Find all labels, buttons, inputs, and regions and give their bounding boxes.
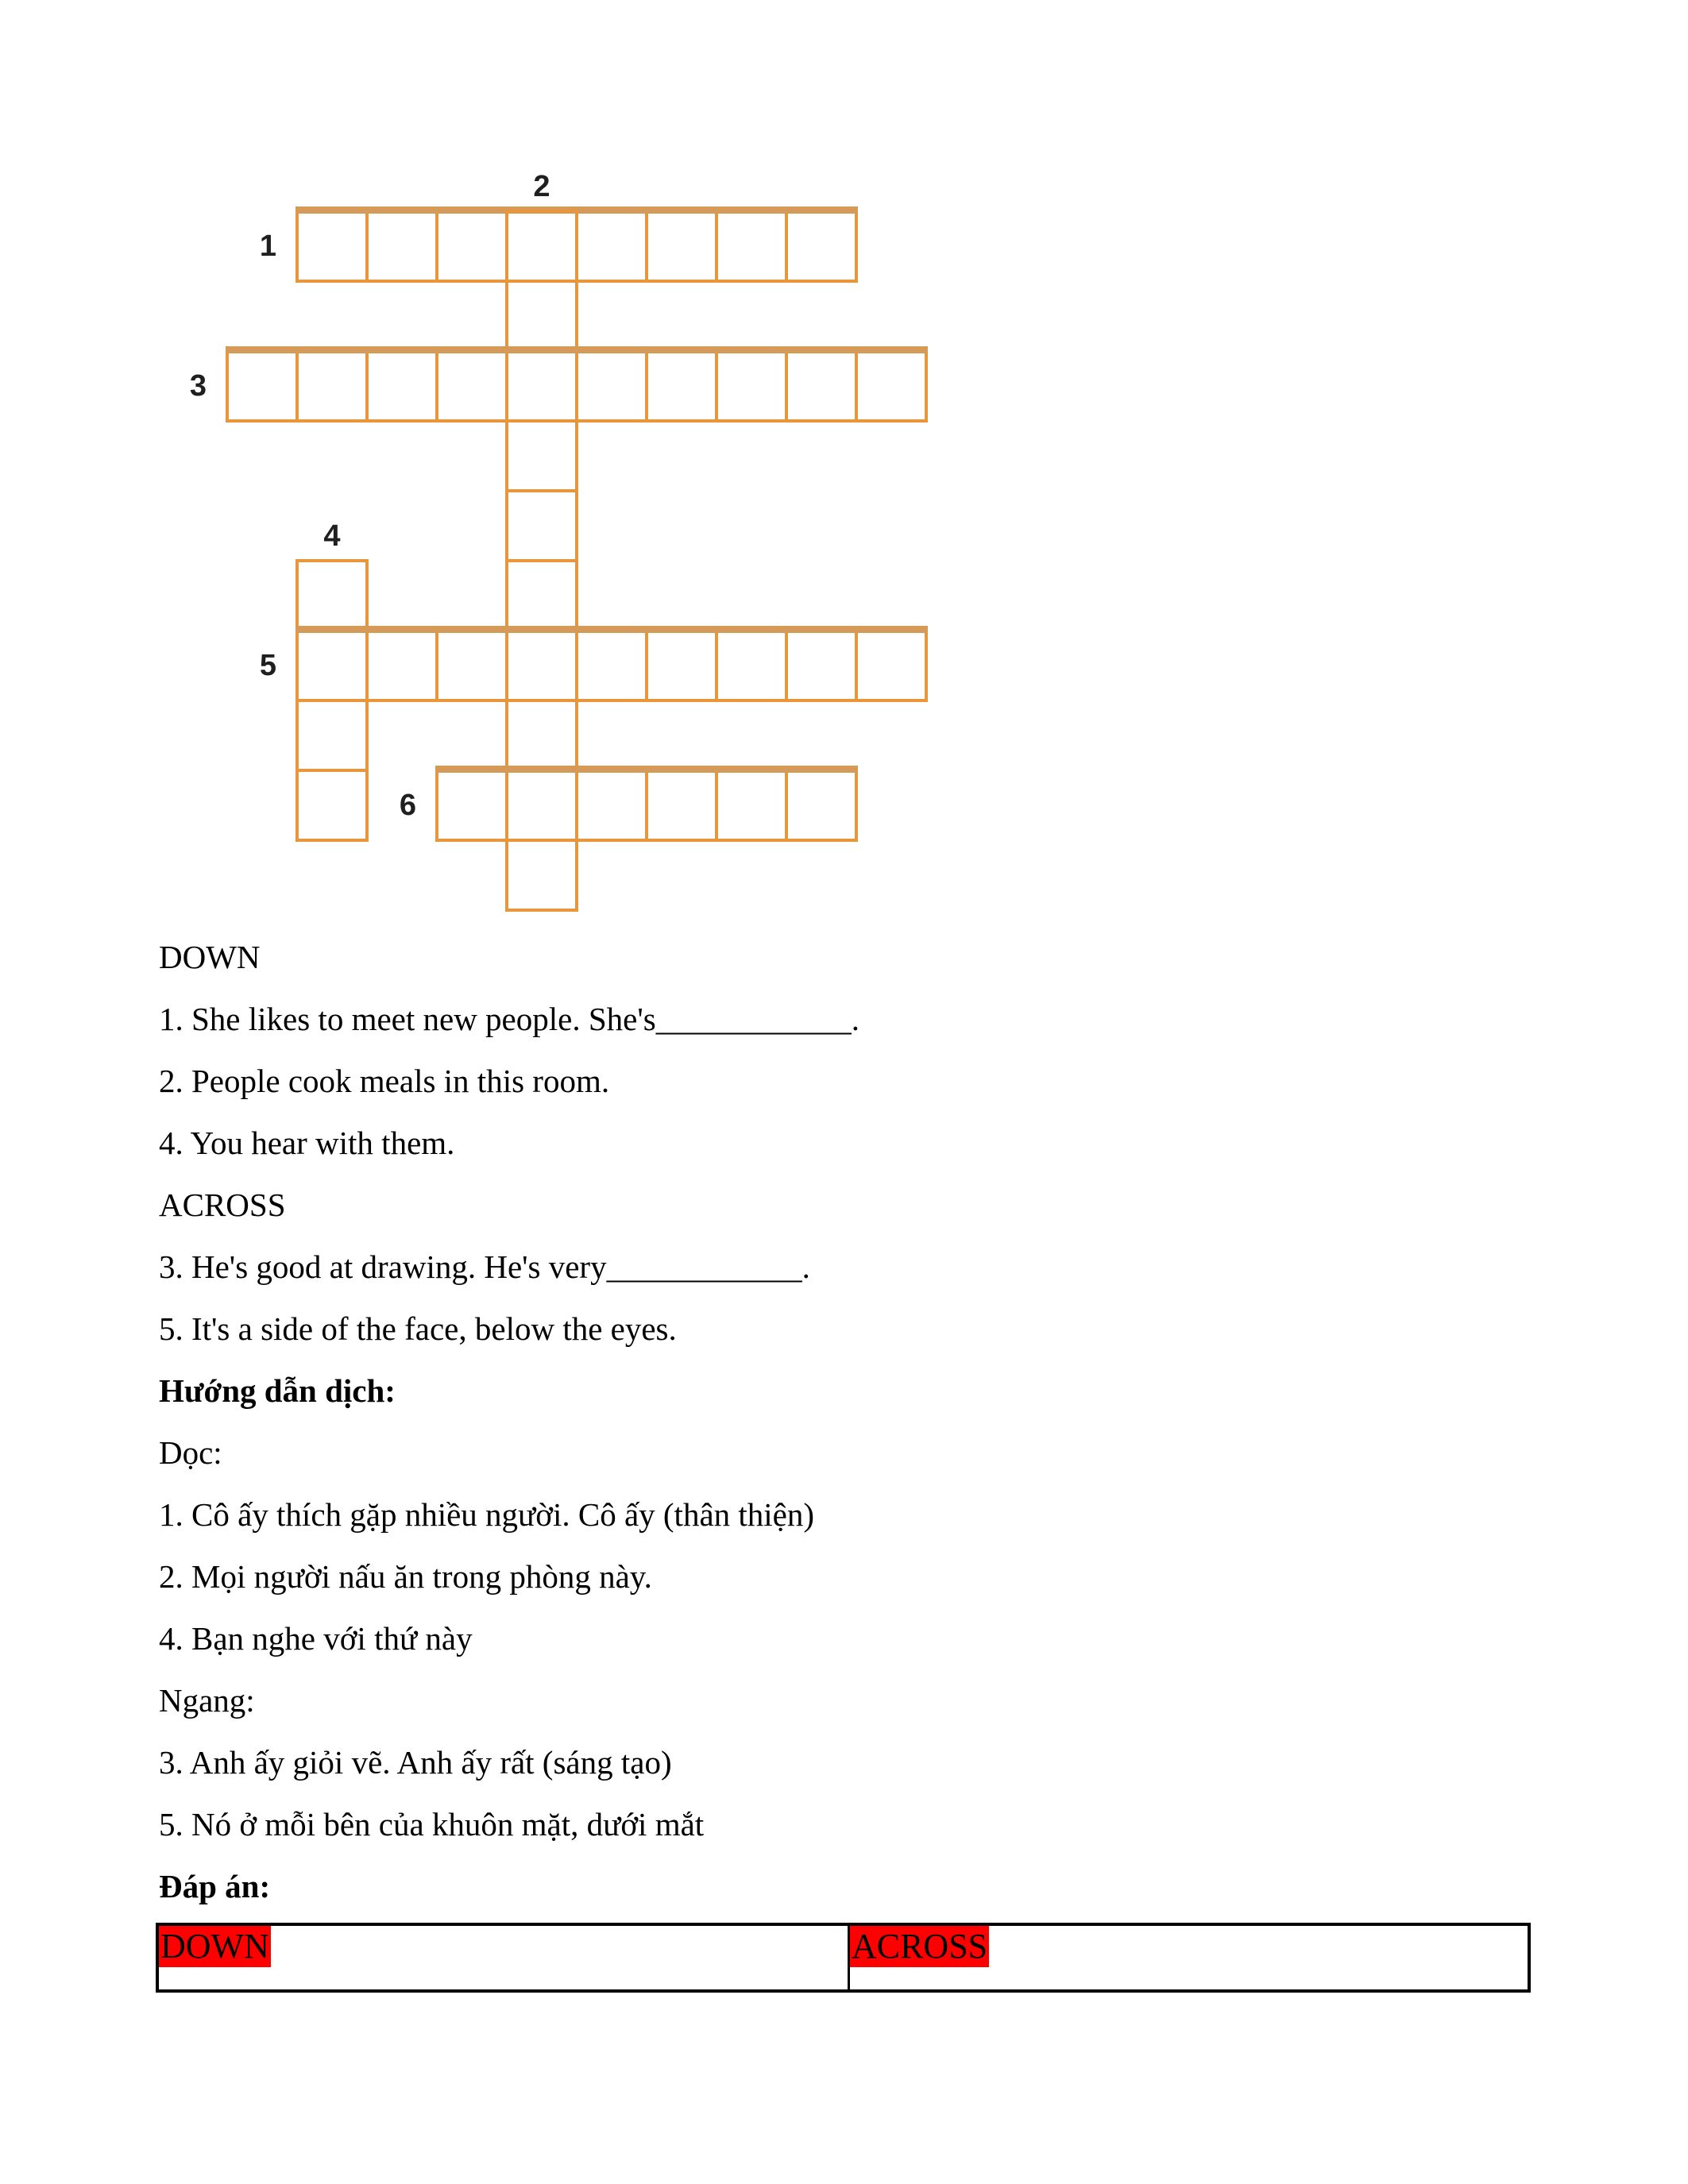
grid-cell: [785, 210, 858, 283]
grid-cell: [295, 349, 369, 423]
grid-cell: [715, 210, 788, 283]
translation-across-3: 3. Anh ấy giỏi vẽ. Anh ấy rất (sáng tạo): [159, 1744, 672, 1781]
clue-across-5: 5. It's a side of the face, below the eyes.: [159, 1310, 677, 1347]
grid-word-top-edge: [435, 766, 858, 773]
grid-cell: [435, 210, 508, 283]
grid-cell: [645, 210, 718, 283]
crossword-grid: [0, 0, 1688, 925]
grid-number-label: 1: [259, 230, 276, 263]
translation-down-1: 1. Cô ấy thích gặp nhiều người. Cô ấy (thân thiện): [159, 1496, 815, 1533]
clue-down-4: 4. You hear with them.: [159, 1125, 455, 1161]
clue-down-1: 1. She likes to meet new people. She's____________.: [159, 1001, 859, 1037]
grid-cell: [505, 280, 578, 353]
answers-down-cell: [157, 1924, 848, 1991]
translation-down-heading: Dọc:: [159, 1434, 222, 1471]
translation-heading: Hướng dẫn dịch:: [159, 1372, 396, 1409]
grid-cell: [575, 349, 648, 423]
answers-across-cell: [848, 1924, 1529, 1991]
grid-cell: [226, 349, 299, 423]
grid-cell: [785, 349, 858, 423]
grid-cell: [715, 769, 788, 842]
grid-cell: [575, 769, 648, 842]
grid-cell: [505, 769, 578, 842]
answers-down-header: DOWN: [160, 1927, 269, 1966]
clue-down-2: 2. People cook meals in this room.: [159, 1063, 610, 1099]
grid-cell: [505, 839, 578, 912]
grid-cell: [505, 489, 578, 562]
answers-table: [156, 1923, 1531, 1993]
grid-cell: [855, 349, 928, 423]
across-heading: ACROSS: [159, 1187, 286, 1223]
grid-cell: [785, 629, 858, 702]
grid-cell: [575, 210, 648, 283]
grid-cell: [505, 559, 578, 632]
translation-across-heading: Ngang:: [159, 1682, 255, 1719]
grid-cell: [295, 699, 369, 772]
answers-header-row: [157, 1924, 1529, 1991]
grid-cell: [295, 210, 369, 283]
grid-cell: [645, 349, 718, 423]
answers-across-header: ACROSS: [851, 1927, 988, 1966]
grid-cell: [785, 769, 858, 842]
grid-number-label: 2: [533, 170, 550, 203]
grid-number-label: 3: [189, 369, 207, 403]
grid-word-top-edge: [295, 626, 928, 633]
grid-cell: [715, 629, 788, 702]
grid-cell: [295, 559, 369, 632]
grid-cell: [855, 629, 928, 702]
grid-cell: [505, 699, 578, 772]
grid-number-label: 6: [399, 789, 416, 822]
grid-cell: [295, 629, 369, 702]
grid-cell: [435, 769, 508, 842]
grid-cell: [505, 629, 578, 702]
down-heading: DOWN: [159, 939, 261, 975]
grid-cell: [435, 629, 508, 702]
grid-cell: [435, 349, 508, 423]
grid-number-label: 5: [259, 649, 276, 682]
grid-cell: [575, 629, 648, 702]
grid-word-top-edge: [226, 346, 928, 353]
grid-cell: [505, 419, 578, 492]
clue-across-3: 3. He's good at drawing. He's very____________.: [159, 1248, 810, 1285]
translation-across-5: 5. Nó ở mỗi bên của khuôn mặt, dưới mắt: [159, 1806, 705, 1843]
answers-heading: Đáp án:: [159, 1868, 271, 1904]
grid-number-label: 4: [323, 519, 341, 553]
grid-cell: [715, 349, 788, 423]
clues-text-block: [159, 926, 1589, 1917]
translation-down-4: 4. Bạn nghe với thứ này: [159, 1620, 473, 1657]
grid-cell: [365, 629, 438, 702]
grid-cell: [365, 210, 438, 283]
grid-cell: [645, 629, 718, 702]
translation-down-2: 2. Mọi người nấu ăn trong phòng này.: [159, 1558, 652, 1595]
grid-cell: [505, 349, 578, 423]
grid-cell: [365, 349, 438, 423]
grid-cell: [645, 769, 718, 842]
grid-cell: [505, 210, 578, 283]
